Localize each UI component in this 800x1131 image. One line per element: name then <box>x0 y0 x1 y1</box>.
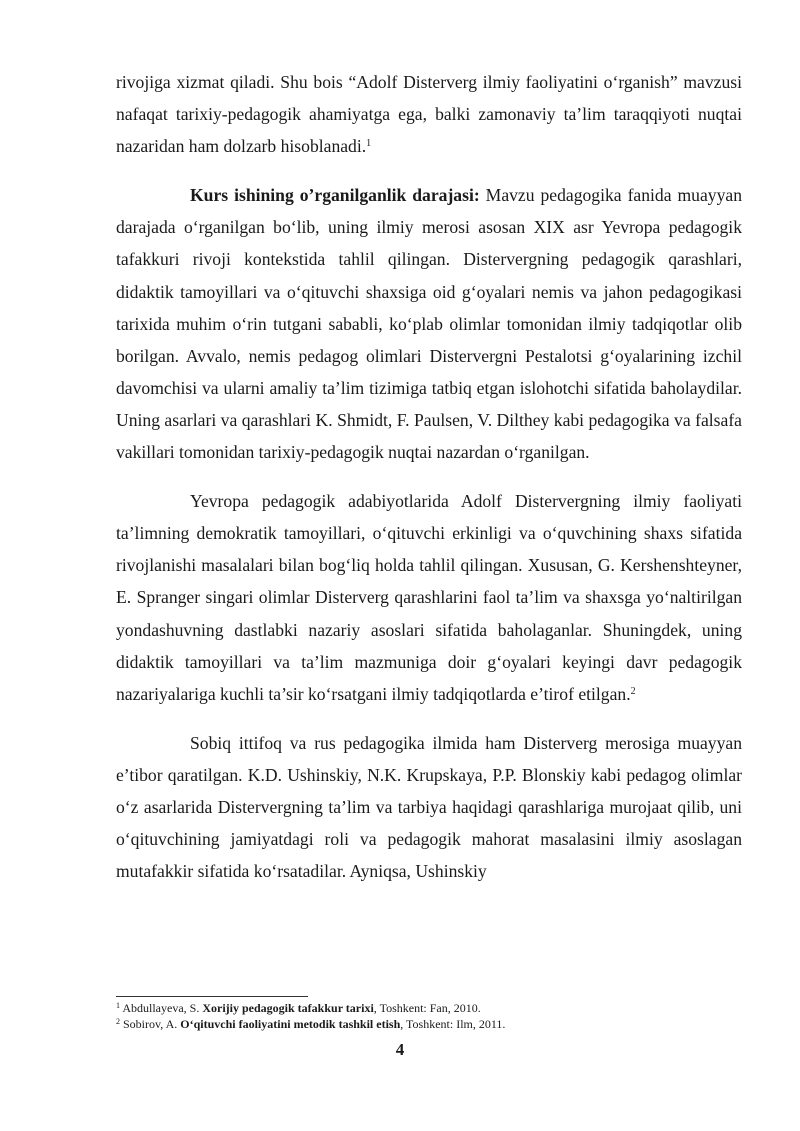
paragraph-1-text: rivojiga xizmat qiladi. Shu bois “Adolf Disterverg ilmiy faoliyatini o‘rganish” mavzusi nafaqat tarixiy-pedagogik ahamiyatga ega, balki zamonaviy ta’lim taraqqiyoti nuqtai nazaridan ham dolzarb hisoblanadi. <box>116 72 742 157</box>
footnote-2 <box>116 1016 742 1032</box>
footnote-1 <box>116 1000 742 1016</box>
footnote-title: O‘qituvchi faoliyatini metodik tashkil etish <box>180 1017 401 1031</box>
paragraph-2 <box>116 179 742 468</box>
footnote-author: Abdullayeva, S. <box>122 1001 203 1015</box>
footnote-publication: , Toshkent: Ilm, 2011. <box>400 1017 506 1031</box>
footnote-ref-2: 2 <box>630 685 636 697</box>
paragraph-4-text: Sobiq ittifoq va rus pedagogika ilmida ham Disterverg merosiga muayyan e’tibor qaratilgan. K.D. Ushinskiy, N.K. Krupskaya, P.P. Blonskiy kabi pedagog olimlar o‘z asarlarida Distervergning ta’lim va tarbiya haqidagi qarashlariga murojaat qilib, uni o‘qituvchining jamiyatdagi roli va pedagogik mahorat masalasini ilmiy asoslagan mutafakkir sifatida ko‘rsatadilar. Ayniqsa, Ushinskiy <box>116 732 742 882</box>
footnote-publication: , Toshkent: Fan, 2010. <box>373 1001 481 1015</box>
footnote-number: 1 <box>116 1001 120 1010</box>
body-text <box>116 66 742 887</box>
footnote-author: Sobirov, A. <box>123 1017 181 1031</box>
footnotes <box>116 996 742 1032</box>
footnote-ref-1: 1 <box>366 138 372 150</box>
page-number: 4 <box>395 1040 405 1059</box>
paragraph-3-text: Yevropa pedagogik adabiyotlarida Adolf Distervergning ilmiy faoliyati ta’limning demokratik tamoyillari, o‘qituvchi erkinligi va o‘quvchining shaxs sifatida rivojlanishi masalalari bilan bog‘liq holda tahlil qilingan. Xususan, G. Kershenshteyner, E. Spranger singari olimlar Disterverg qarashlarini faol ta’lim va shaxsga yo‘naltirilgan yondashuvning dastlabki nazariy asoslari sifatida baholaganlar. Shuningdek, uning didaktik tamoyillari va ta’lim mazmuniga doir g‘oyalari keyingi davr pedagogik nazariyalariga kuchli ta’sir ko‘rsatgani ilmiy tadqiqotlarda e’tirof etilgan. <box>116 491 742 704</box>
paragraph-4 <box>116 727 742 887</box>
paragraph-2-text: Mavzu pedagogika fanida muayyan darajada o‘rganilgan bo‘lib, uning ilmiy merosi asosan XIX asr Yevropa pedagogik tafakkuri rivoji kontekstida tahlil qilingan. Distervergning pedagogik qarashlari, didaktik tamoyillari va o‘qituvchi shaxsiga oid g‘oyalari nemis va jahon pedagogikasi tarixida muhim o‘rin tutgani sababli, ko‘plab olimlar tomonidan ilmiy tadqiqotlar olib borilgan. Avvalo, nemis pedagog olimlari Distervergni Pestalotsi g‘oyalarining izchil davomchisi va ularni amaliy ta’lim tizimiga tatbiq etgan islohotchi sifatida baholaydilar. Uning asarlari va qarashlari K. Shmidt, F. Paulsen, V. Dilthey kabi pedagogika va falsafa vakillari tomonidan tarixiy-pedagogik nuqtai nazardan o‘rganilgan. <box>116 185 742 463</box>
footnote-separator <box>116 996 308 997</box>
footnote-title: Xorijiy pedagogik tafakkur tarixi <box>202 1001 374 1015</box>
paragraph-1 <box>116 66 742 162</box>
section-heading: Kurs ishining o’rganilganlik darajasi: <box>190 185 480 206</box>
footnote-number: 2 <box>116 1017 120 1026</box>
paragraph-3 <box>116 485 742 710</box>
